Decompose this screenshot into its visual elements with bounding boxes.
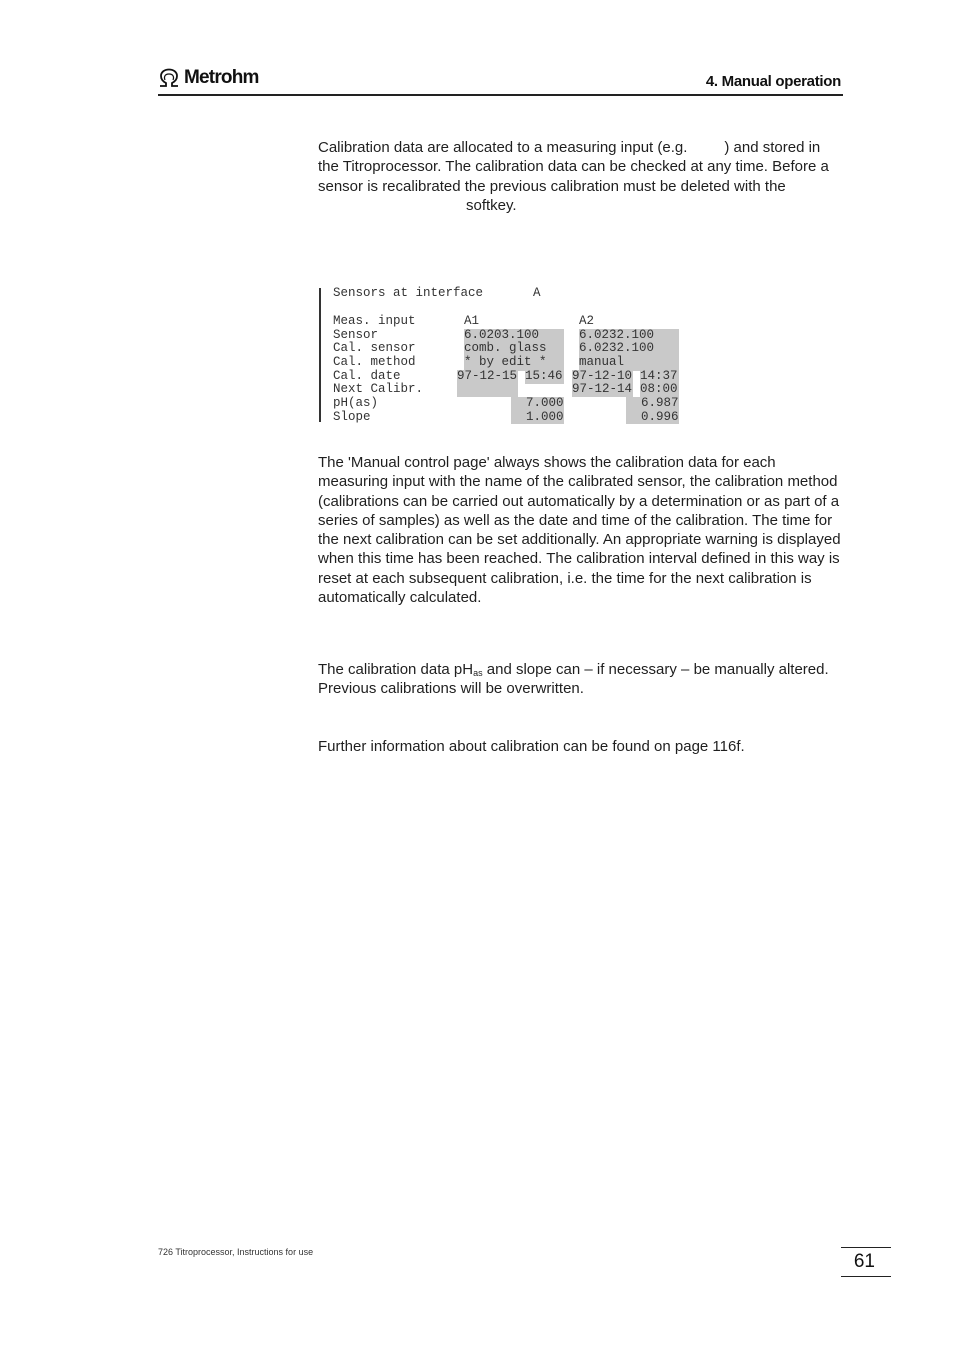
a2-meas-input: A2 — [579, 314, 595, 328]
intro-text-a: Calibration data are allocated to a measuring input (e.g. — [318, 139, 688, 156]
a1-ph: 7.000 — [526, 396, 564, 410]
a2-slope: 0.996 — [641, 410, 679, 424]
a1-sensor: 6.0203.100 — [464, 328, 540, 342]
a2-sensor: 6.0232.100 — [579, 328, 655, 342]
row-label: Cal. date — [333, 369, 401, 383]
a2-cal-date: 97-12-10 — [572, 369, 633, 383]
a2-cal-time: 14:37 — [640, 369, 678, 383]
logo-text: Metrohm — [184, 67, 259, 88]
a1-cal-method: * by edit * — [464, 355, 547, 369]
intro-text-b: ) and stored in the Titroprocessor. The calibration data can be checked at any time. Before a sensor is recalibrated the previous calibration must be deleted with the — [318, 139, 829, 195]
section-title: 4. Manual operation — [705, 73, 841, 90]
row-label: Next Calibr. — [333, 382, 424, 396]
footer-doc-title: 726 Titroprocessor, Instructions for use — [158, 1247, 314, 1257]
a2-cal-sensor: 6.0232.100 — [579, 341, 655, 355]
edit-calibration-paragraph — [318, 660, 843, 699]
row-label: Cal. sensor — [333, 341, 416, 355]
a2-cal-method: manual — [579, 355, 625, 369]
para3-text-a: The calibration data pH — [318, 661, 474, 678]
row-label: Cal. method — [333, 355, 416, 369]
page-number: 61 — [853, 1251, 875, 1272]
display-interface: A — [533, 286, 541, 300]
calibration-display — [318, 286, 688, 426]
para3-subscript: as — [473, 668, 483, 678]
manual-control-paragraph: The 'Manual control page' always shows the calibration data for each measuring input with the name of the calibrated sensor, the calibration method (calibrations can be carried out automatically by a determination or as part of a series of samples) as well as the date and time of the calibration. The time for the next calibration can be set additionally. An appropriate warning is displayed when this time has been reached. The calibration interval defined in this way is reset at each subsequent calibration, i.e. the time for the next calibration is automatically calculated. — [318, 454, 841, 607]
display-title: Sensors at interface — [333, 286, 484, 300]
a1-slope: 1.000 — [526, 410, 564, 424]
further-info-paragraph: Further information about calibration can be found on page 116f. — [318, 738, 745, 755]
omega-icon — [158, 68, 180, 88]
page-header — [158, 66, 843, 96]
a1-cal-sensor: comb. glass — [464, 341, 547, 355]
a1-cal-time: 15:46 — [525, 369, 563, 383]
a2-next-date: 97-12-14 — [572, 382, 633, 396]
page-number-box — [841, 1247, 891, 1277]
row-label: pH(as) — [333, 396, 379, 410]
para3-text-b: and slope can – if necessary – be manually altered. Previous calibrations will be overwritten. — [318, 661, 829, 698]
display-border — [319, 288, 321, 422]
row-label: Meas. input — [333, 314, 416, 328]
a1-cal-date: 97-12-15 — [457, 369, 518, 383]
intro-paragraph — [318, 138, 843, 215]
a1-meas-input: A1 — [464, 314, 480, 328]
intro-text-c: softkey. — [466, 196, 517, 214]
a2-ph: 6.987 — [641, 396, 679, 410]
row-label: Slope — [333, 410, 371, 424]
row-label: Sensor — [333, 328, 379, 342]
metrohm-logo — [158, 66, 259, 90]
a2-next-time: 08:00 — [640, 382, 678, 396]
